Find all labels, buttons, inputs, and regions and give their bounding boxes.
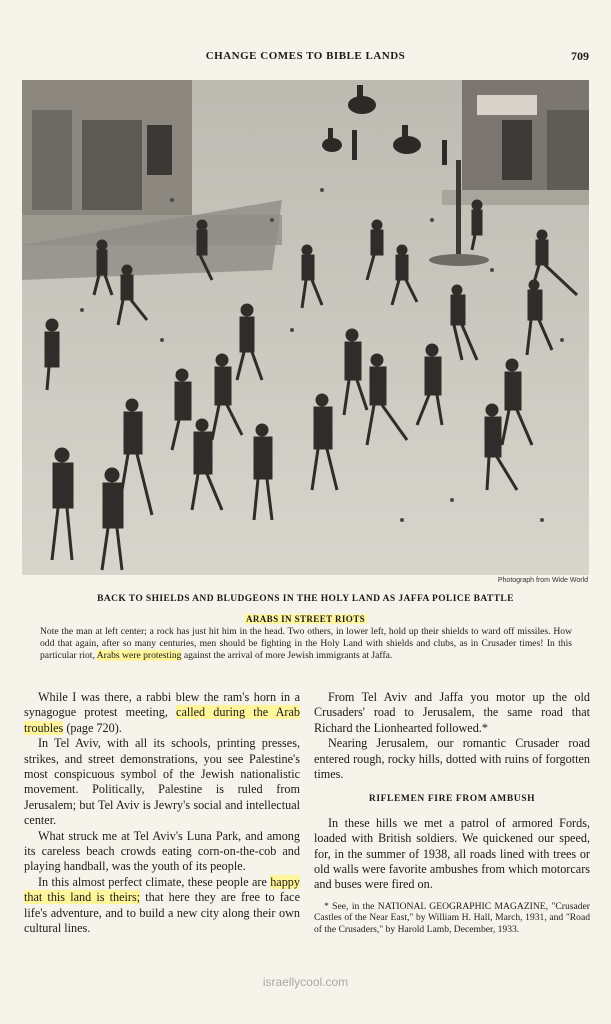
caption-title: BACK TO SHIELDS AND BLUDGEONS IN THE HOLY LAND AS JAFFA POLICE BATTLE [97,594,514,604]
footnote: * See, in the NATIONAL GEOGRAPHIC MAGAZINE, "Crusader Castles of the Near East," by William H. Hall, March, 1931, and "Road of the Crusaders," by Harold Lamb, December, 1933. [314,900,590,935]
paragraph: From Tel Aviv and Jaffa you motor up the old Crusaders' road to Jerusalem, the same road that Richard the Lionhearted followed.* [314,690,590,735]
paragraph: Nearing Jerusalem, our romantic Crusader road entered rough, rocky hills, dotted with ruins of forgotten times. [314,736,590,782]
paragraph: In these hills we met a patrol of armored Fords, loaded with British soldiers. We quickened our speed, for, in the summer of 1938, all roads lined with trees or old walls were favorite ambushes from which motorcars and buses were fired on. [314,815,590,892]
paragraph-text: While I was there, a rabbi blew the ram's horn in a synagogue protest meeting, [24,690,300,720]
page-number: 709 [571,49,589,63]
paragraph-text: In this almost perfect climate, these people are [38,874,271,889]
caption-body [40,626,572,662]
paragraph-text: (page 720). [63,720,122,735]
section-subhead: RIFLEMEN FIRE FROM AMBUSH [368,794,536,805]
police-battle-photo [22,80,589,575]
highlighted-text: called during the Arab troubles [24,705,300,735]
left-column [24,690,300,937]
riot-scene-illustration [22,80,589,575]
paragraph: In Tel Aviv, with all its schools, printing presses, strikes, and street demonstrations, you see Palestine's most conspicuous symbol of the Jewish nationalistic movement. Politically, Palestine is ruled from Jerusalem; but Tel Aviv is Jewry's social and intellectual center. [24,736,300,828]
running-title: CHANGE COMES TO BIBLE LANDS [205,50,406,62]
photo-credit: Photograph from Wide World [497,577,588,584]
paragraph [24,690,300,736]
paragraph [24,875,300,937]
caption-subtitle: ARABS IN STREET RIOTS [245,614,366,624]
caption-text: Note the man at left center; a rock has just hit him in the head. Two others, in lower left, hold up their shields to ward off missiles. How odd that again, after so many centuries, men should be fighting in the Holy Land with shields and clubs, as in Crusader times! In this particular riot, [40,626,572,661]
watermark: israellycool.com [262,975,349,989]
caption-text-end: against the arrival of more Jewish immigrants at Jaffa. [181,650,393,661]
paragraph-text: that here they are free to face life's adventure, and to build a new city along their own cultural lines. [24,890,300,936]
caption-highlight: Arabs were protesting [96,650,182,661]
caption-subtitle-wrap [22,609,589,627]
highlighted-text: happy that this land is theirs; [24,874,300,905]
paragraph: What struck me at Tel Aviv's Luna Park, and among its careless beach crowds eating corn-on-the-cob and playing handball, was the youth of its people. [24,828,300,874]
right-column [314,690,590,935]
